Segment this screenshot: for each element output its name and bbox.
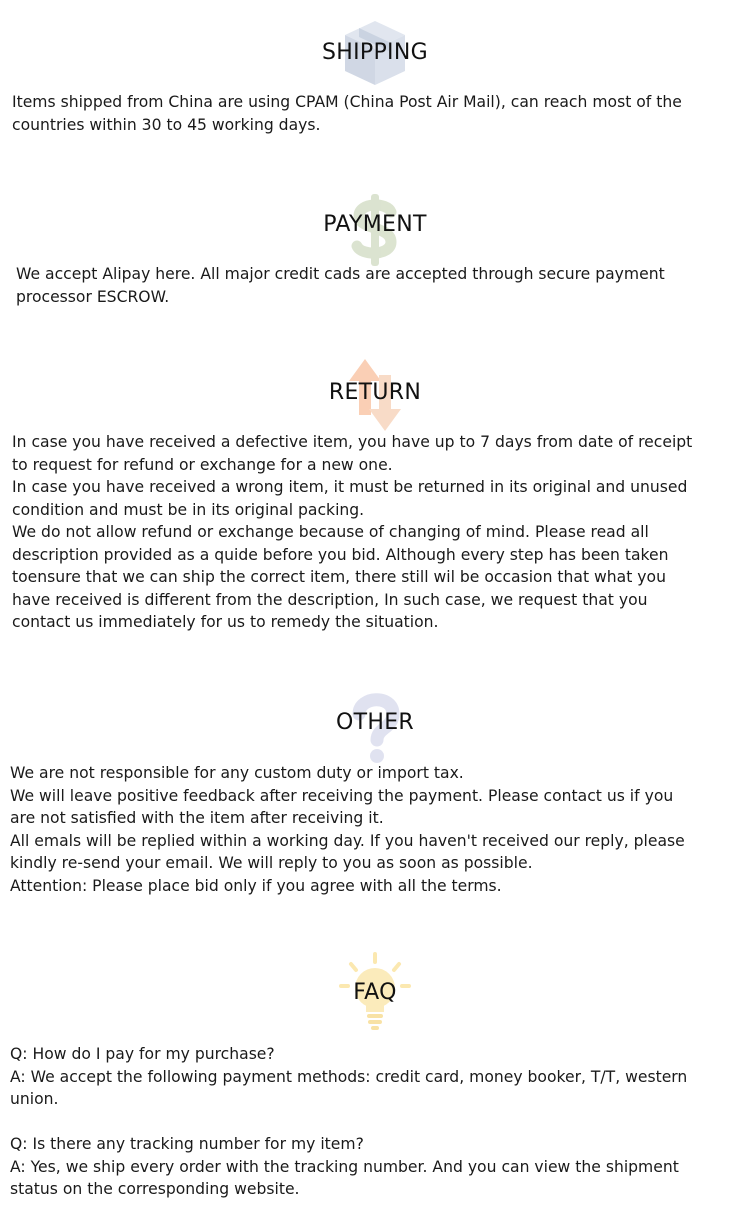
text-line: countries within 30 to 45 working days.	[12, 115, 321, 134]
other-header	[0, 688, 750, 768]
faq-answer: A: We accept the following payment methods: credit card, money booker, T/T, western	[10, 1067, 688, 1086]
faq-answer: status on the corresponding website.	[10, 1180, 300, 1198]
text-line: contact us immediately for us to remedy the situation.	[12, 613, 439, 631]
text-line: Attention: Please place bid only if you agree with all the terms.	[10, 876, 502, 895]
text-line: description provided as a quide before you bid. Although every step has been taken	[12, 545, 669, 564]
text-line: In case you have received a defective item, you have up to 7 days from date of receipt	[12, 433, 693, 451]
text-line: In case you have received a wrong item, it must be returned in its original and unused	[12, 478, 688, 496]
text-line: have received is different from the description, In such case, we request that you	[12, 590, 648, 609]
other-title: OTHER	[336, 710, 414, 735]
text-line: are not satisfied with the item after receiving it.	[10, 809, 384, 827]
text-line: Items shipped from China are using CPAM (China Post Air Mail), can reach most of the	[12, 93, 682, 111]
faq-text	[10, 1043, 687, 1201]
return-text	[12, 431, 692, 634]
other-text	[10, 762, 685, 897]
shipping-text	[12, 91, 682, 136]
text-line: toensure that we can ship the correct item, there still wil be occasion that what you	[12, 568, 666, 586]
return-header	[0, 355, 750, 435]
text-line: We will leave positive feedback after receiving the payment. Please contact us if you	[10, 786, 674, 805]
faq-header	[0, 952, 750, 1032]
faq-answer: union.	[10, 1090, 59, 1108]
return-title: RETURN	[328, 380, 422, 405]
shipping-title: SHIPPING	[322, 40, 428, 65]
faq-title: FAQ	[353, 980, 397, 1005]
text-line: We do not allow refund or exchange because of changing of mind. Please read all	[12, 523, 649, 541]
faq-question: Q: How do I pay for my purchase?	[10, 1045, 275, 1063]
text-line: All emals will be replied within a working day. If you haven't received our reply, please	[10, 831, 685, 850]
shipping-header	[0, 15, 750, 95]
text-line: We accept Alipay here. All major credit cads are accepted through secure payment	[16, 265, 665, 283]
faq-answer: A: Yes, we ship every order with the tracking number. And you can view the shipment	[10, 1157, 679, 1176]
text-line	[10, 1111, 687, 1134]
payment-text	[16, 263, 665, 308]
text-line: We are not responsible for any custom duty or import tax.	[10, 764, 464, 782]
faq-question: Q: Is there any tracking number for my item?	[10, 1135, 364, 1153]
payment-header	[0, 190, 750, 270]
text-line: to request for refund or exchange for a new one.	[12, 455, 393, 474]
text-line: kindly re-send your email. We will reply to you as soon as possible.	[10, 854, 533, 872]
text-line: condition and must be in its original packing.	[12, 500, 365, 519]
payment-title: PAYMENT	[323, 212, 427, 237]
text-line: processor ESCROW.	[16, 287, 170, 306]
